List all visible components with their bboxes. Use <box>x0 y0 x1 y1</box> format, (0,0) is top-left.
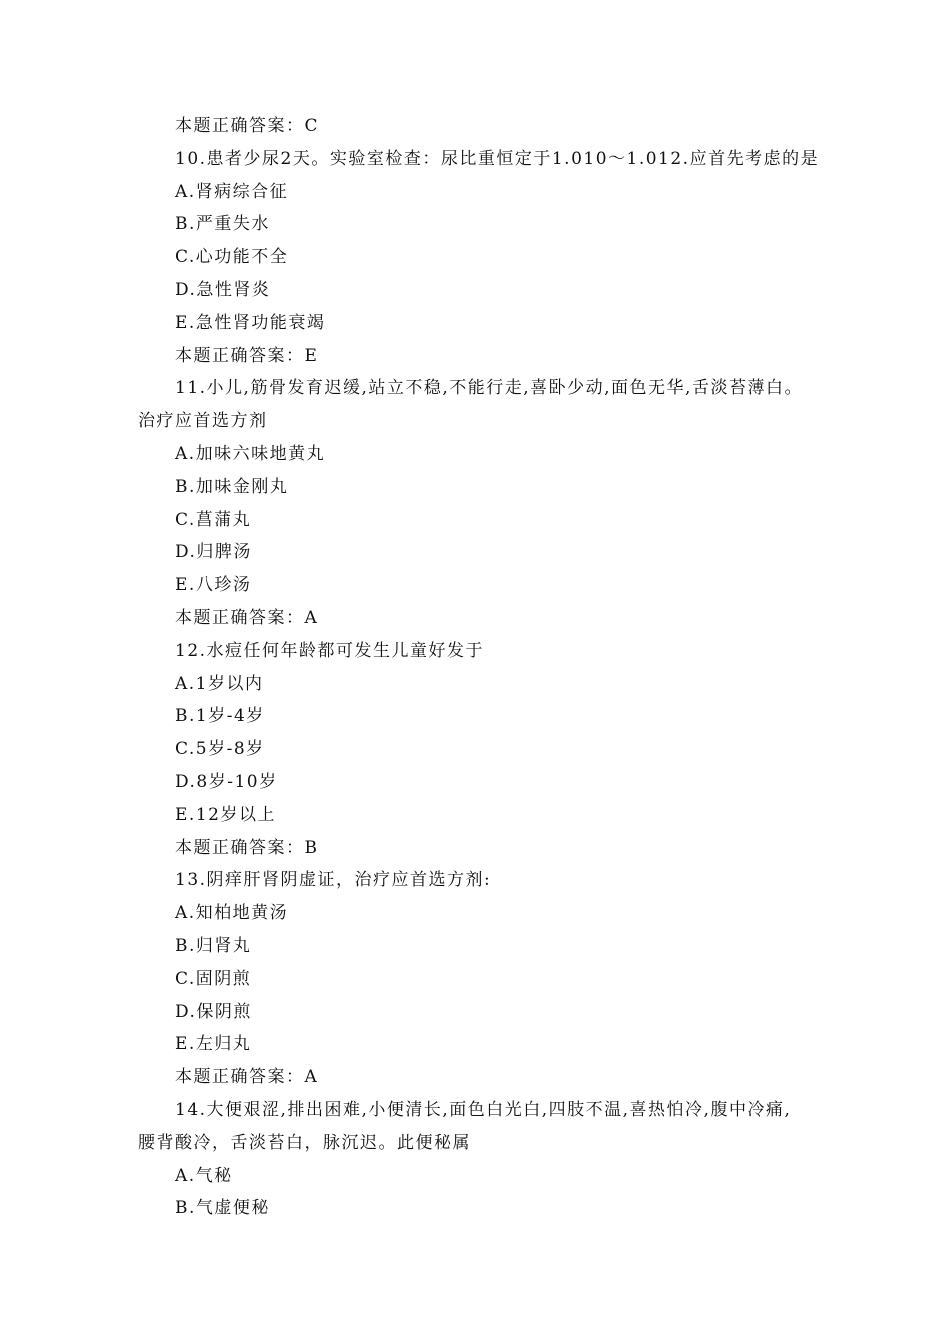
text-line: 本题正确答案：B <box>175 837 319 858</box>
text-line: 腰背酸冷，舌淡苔白，脉沉迟。此便秘属 <box>138 1132 471 1153</box>
text-line: E.急性肾功能衰竭 <box>175 312 326 333</box>
text-line: B.加味金刚丸 <box>175 476 289 497</box>
text-line: B.严重失水 <box>175 214 270 235</box>
text-line: B.气虚便秘 <box>175 1198 270 1219</box>
text-line: D.急性肾炎 <box>175 279 271 300</box>
text-line: 本题正确答案：A <box>175 607 319 628</box>
text-line: C.固阴煎 <box>175 968 252 989</box>
text-line: A.气秘 <box>175 1165 233 1186</box>
text-line: 12.水痘任何年龄都可发生儿童好发于 <box>175 640 485 661</box>
text-line: 10.患者少尿2天。实验室检查：尿比重恒定于1.010～1.012.应首先考虑的是 <box>175 148 820 169</box>
text-line: 13.阴痒肝肾阴虚证，治疗应首选方剂: <box>175 870 492 891</box>
text-line: 14.大便艰涩,排出困难,小便清长,面色白光白,四肢不温,喜热怕冷,腹中冷痛, <box>175 1099 792 1120</box>
text-line: C.心功能不全 <box>175 247 289 268</box>
text-line: 本题正确答案：E <box>175 345 319 366</box>
text-line: E.八珍汤 <box>175 575 252 596</box>
text-line: D.保阴煎 <box>175 1001 252 1022</box>
text-line: 本题正确答案：C <box>175 116 320 136</box>
text-line: C.5岁-8岁 <box>175 739 265 760</box>
text-line: B.1岁-4岁 <box>175 706 265 727</box>
text-line: A.知柏地黄汤 <box>175 903 289 924</box>
text-line: A.1岁以内 <box>175 673 264 694</box>
text-line: 本题正确答案：A <box>175 1067 319 1088</box>
text-line: E.12岁以上 <box>175 804 276 825</box>
text-line: D.归脾汤 <box>175 542 252 563</box>
text-line: E.左归丸 <box>175 1034 252 1055</box>
document-body <box>138 110 838 1225</box>
text-line: 11.小儿,筋骨发育迟缓,站立不稳,不能行走,喜卧少动,面色无华,舌淡苔薄白。 <box>175 378 803 399</box>
text-line: D.8岁-10岁 <box>175 771 278 792</box>
text-line: A.肾病综合征 <box>175 181 289 202</box>
text-line: B.归肾丸 <box>175 935 252 956</box>
text-line: A.加味六味地黄丸 <box>175 443 326 464</box>
text-line: 治疗应首选方剂 <box>138 411 268 432</box>
text-line: C.菖蒲丸 <box>175 509 252 530</box>
